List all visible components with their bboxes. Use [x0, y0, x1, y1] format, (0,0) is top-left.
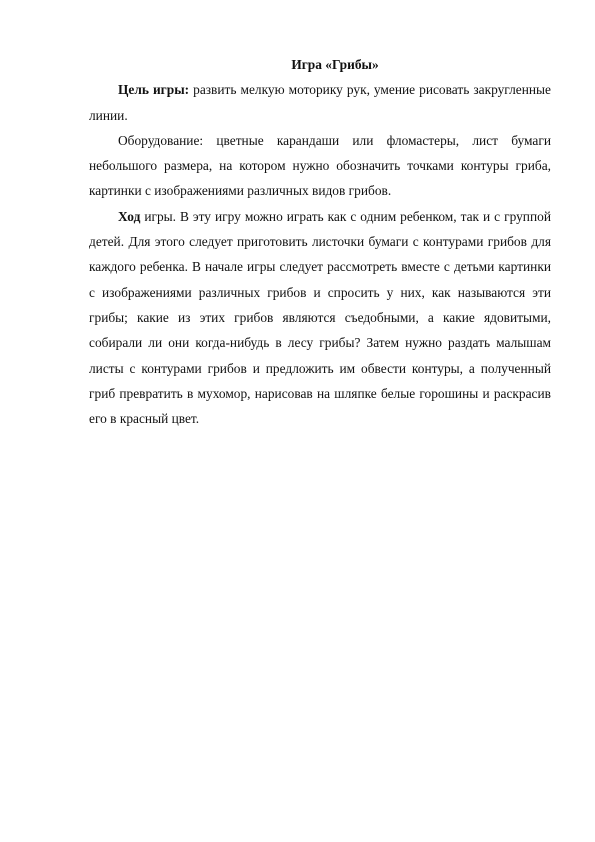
- goal-text: развить мелкую моторику рук, умение рисовать закругленные линии.: [89, 82, 551, 123]
- procedure-label: Ход: [118, 208, 141, 224]
- procedure-text: игры. В эту игру можно играть как с одним ребенком, так и с группой детей. Для этого следует приготовить листочки бумаги с контурами грибов для каждого ребенка. В начале игры следует рассмотреть вместе с детьми картинки с изображениями различных грибов и спросить у них, как называются эти грибы; какие из этих грибов являются съедобными, а какие ядовитыми, собирали ли они когда-нибудь в лесу грибы? Затем нужно раздать малышам листы с контурами грибов и предложить им обвести контуры, а полученный гриб превратить в мухомор, нарисовав на шляпке белые горошины и раскрасив его в красный цвет.: [89, 208, 551, 427]
- goal-paragraph: [89, 77, 551, 128]
- document-title: Игра «Грибы»: [291, 57, 379, 72]
- goal-label: Цель игры:: [118, 82, 190, 98]
- procedure-paragraph: [89, 204, 551, 432]
- equipment-text: Оборудование: цветные карандаши или фломастеры, лист бумаги небольшого размера, на котором нужно обозначить точками контуры гриба, картинки с изображениями различных видов грибов.: [89, 132, 551, 199]
- equipment-paragraph: [89, 128, 551, 204]
- document-body: [89, 52, 551, 431]
